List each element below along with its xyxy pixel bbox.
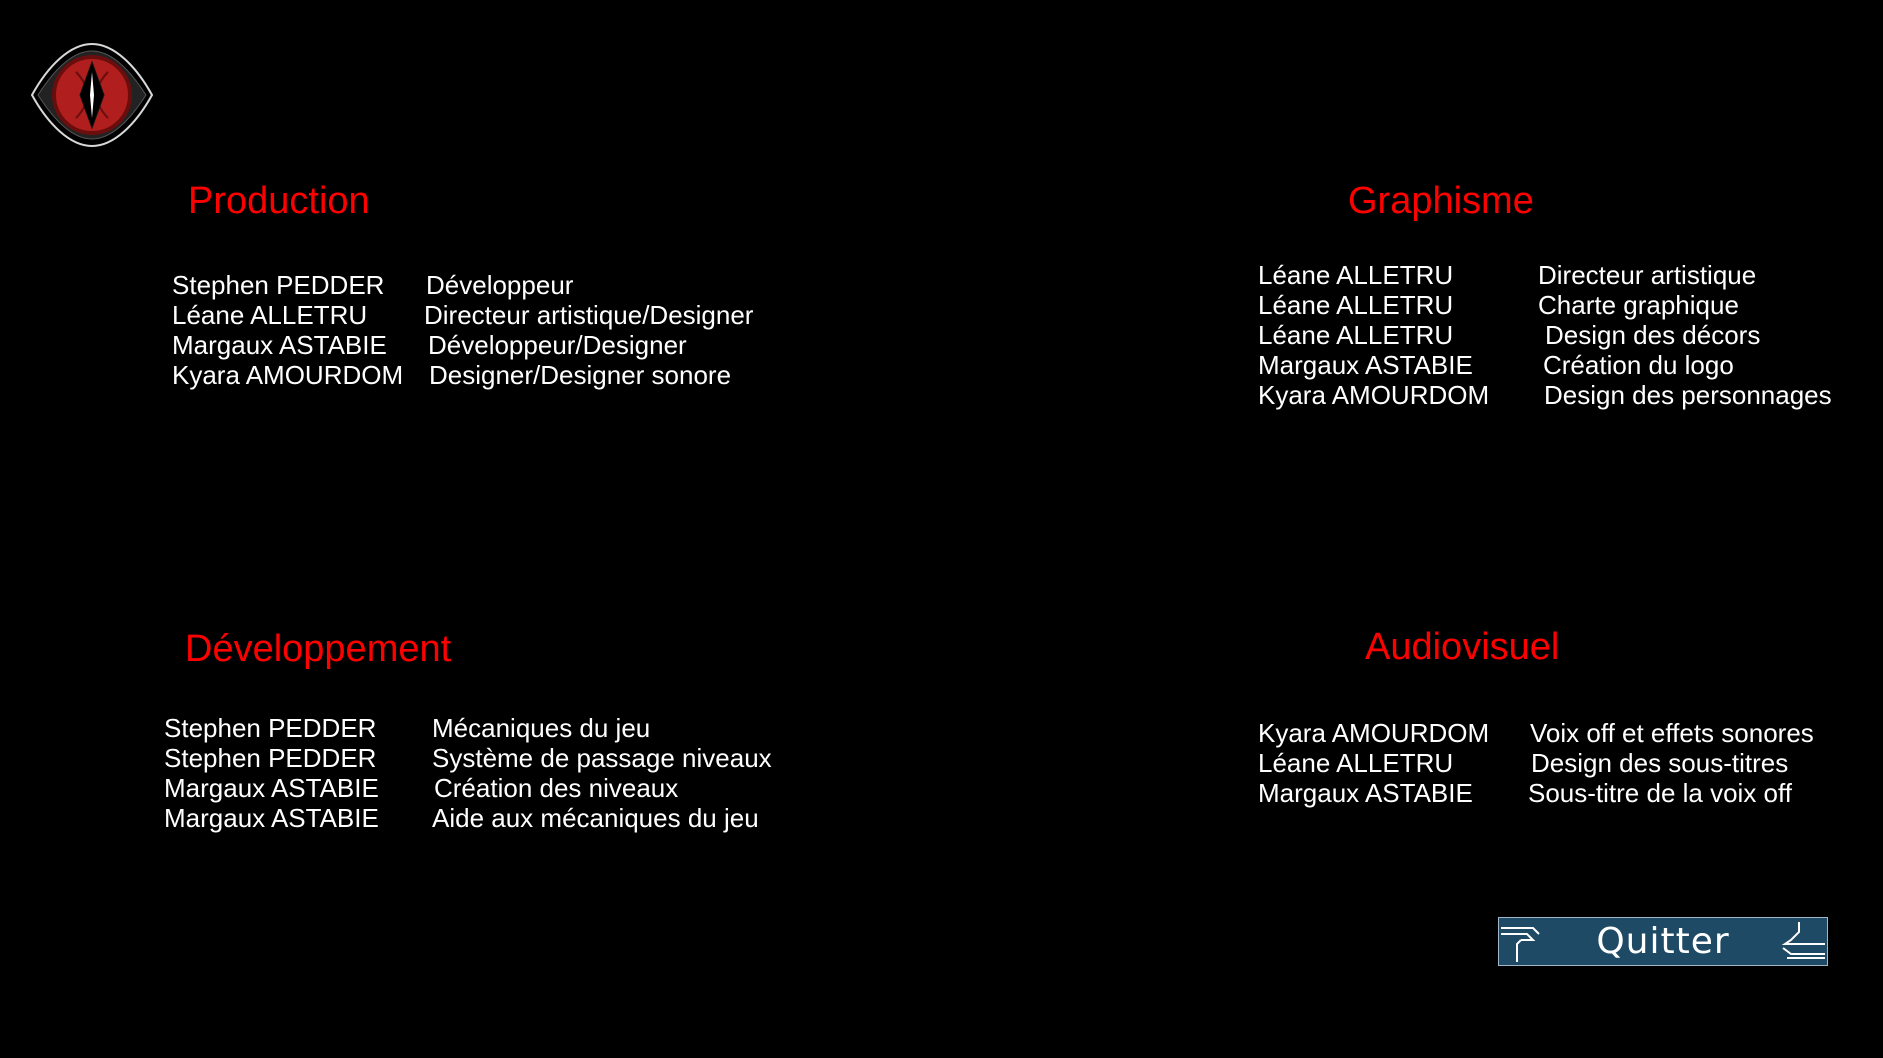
- section-title: Graphisme: [1348, 180, 1534, 222]
- section-title: Développement: [185, 628, 452, 670]
- section-title: Production: [188, 180, 370, 222]
- credit-name: Kyara AMOURDOM: [1258, 380, 1490, 410]
- quit-button-label: Quitter: [1596, 921, 1730, 962]
- credit-name: Stephen PEDDER: [164, 713, 377, 743]
- credit-name: Margaux ASTABIE: [1258, 778, 1473, 808]
- credit-role: Directeur artistique: [1538, 260, 1757, 290]
- credit-role: Création des niveaux: [434, 773, 679, 803]
- credit-name: Léane ALLETRU: [1258, 748, 1454, 778]
- credit-role: Création du logo: [1543, 350, 1734, 380]
- game-logo: [28, 42, 156, 148]
- credit-role: Charte graphique: [1538, 290, 1739, 320]
- credit-name: Léane ALLETRU: [1258, 260, 1454, 290]
- credit-name: Stephen PEDDER: [164, 743, 377, 773]
- quit-button[interactable]: [1498, 917, 1828, 966]
- section-title: Audiovisuel: [1365, 626, 1560, 668]
- eye-icon: [28, 42, 156, 148]
- credit-role: Voix off et effets sonores: [1530, 718, 1814, 748]
- credit-name: Kyara AMOURDOM: [1258, 718, 1490, 748]
- credit-name: Margaux ASTABIE: [164, 803, 379, 833]
- corner-ornament-right-icon: [1777, 918, 1827, 965]
- credit-role: Design des sous-titres: [1531, 748, 1789, 778]
- credit-name: Margaux ASTABIE: [1258, 350, 1473, 380]
- credit-name: Léane ALLETRU: [172, 300, 368, 330]
- credit-role: Design des personnages: [1544, 380, 1832, 410]
- credit-role: Développeur: [426, 270, 574, 300]
- credit-name: Stephen PEDDER: [172, 270, 385, 300]
- credit-role: Système de passage niveaux: [432, 743, 772, 773]
- credit-role: Design des décors: [1545, 320, 1761, 350]
- credit-role: Développeur/Designer: [428, 330, 687, 360]
- credit-name: Léane ALLETRU: [1258, 290, 1454, 320]
- credit-name: Margaux ASTABIE: [164, 773, 379, 803]
- credit-role: Mécaniques du jeu: [432, 713, 651, 743]
- credit-name: Kyara AMOURDOM: [172, 360, 404, 390]
- credit-role: Sous-titre de la voix off: [1528, 778, 1792, 808]
- credit-name: Margaux ASTABIE: [172, 330, 387, 360]
- credit-name: Léane ALLETRU: [1258, 320, 1454, 350]
- credit-role: Aide aux mécaniques du jeu: [432, 803, 759, 833]
- credit-role: Directeur artistique/Designer: [424, 300, 754, 330]
- credit-role: Designer/Designer sonore: [429, 360, 732, 390]
